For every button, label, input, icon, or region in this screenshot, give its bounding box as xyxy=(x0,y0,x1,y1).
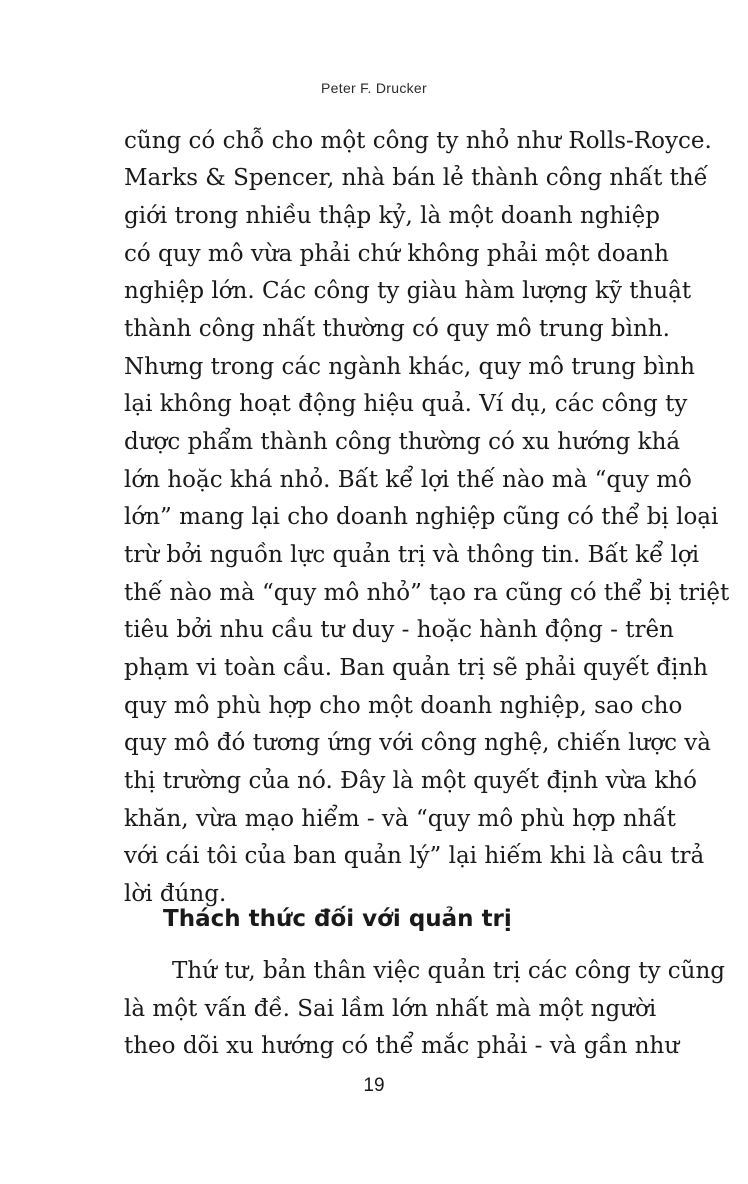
section-heading: Thách thức đối với quản trị xyxy=(163,906,512,932)
paragraph-line: dược phẩm thành công thường có xu hướng khá xyxy=(124,429,681,455)
paragraph-line: có quy mô vừa phải chứ không phải một doanh xyxy=(124,241,669,267)
paragraph-line: khăn, vừa mạo hiểm - và “quy mô phù hợp nhất xyxy=(124,806,676,832)
paragraph-line: quy mô phù hợp cho một doanh nghiệp, sao cho xyxy=(124,693,683,719)
paragraph-line: với cái tôi của ban quản lý” lại hiếm khi là câu trả xyxy=(124,843,705,869)
paragraph-line: lớn” mang lại cho doanh nghiệp cũng có thể bị loại xyxy=(124,504,719,530)
paragraph-line: là một vấn đề. Sai lầm lớn nhất mà một người xyxy=(124,996,657,1022)
paragraph-line: giới trong nhiều thập kỷ, là một doanh nghiệp xyxy=(124,203,660,229)
paragraph-line: quy mô đó tương ứng với công nghệ, chiến lược và xyxy=(124,730,712,756)
paragraph-line: thế nào mà “quy mô nhỏ” tạo ra cũng có thể bị triệt xyxy=(124,580,730,606)
page-number: 19 xyxy=(363,1075,385,1096)
paragraph-line: Marks & Spencer, nhà bán lẻ thành công nhất thế xyxy=(124,165,708,191)
paragraph-line: lại không hoạt động hiệu quả. Ví dụ, các công ty xyxy=(124,391,688,417)
paragraph-line: thành công nhất thường có quy mô trung bình. xyxy=(124,316,670,342)
paragraph-line: trừ bởi nguồn lực quản trị và thông tin. Bất kể lợi xyxy=(124,542,700,568)
paragraph-line: tiêu bởi nhu cầu tư duy - hoặc hành động - trên xyxy=(124,617,674,643)
paragraph-line: lớn hoặc khá nhỏ. Bất kể lợi thế nào mà “quy mô xyxy=(124,467,692,493)
paragraph-line: nghiệp lớn. Các công ty giàu hàm lượng kỹ thuật xyxy=(124,278,692,304)
paragraph-line: theo dõi xu hướng có thể mắc phải - và gần như xyxy=(124,1033,680,1059)
paragraph-line: thị trường của nó. Đây là một quyết định vừa khó xyxy=(124,768,697,794)
paragraph-line: phạm vi toàn cầu. Ban quản trị sẽ phải quyết định xyxy=(124,655,708,681)
paragraph-line: Thứ tư, bản thân việc quản trị các công ty cũng xyxy=(172,958,725,984)
paragraph-line: lời đúng. xyxy=(124,881,227,907)
paragraph-line: cũng có chỗ cho một công ty nhỏ như Rolls-Royce. xyxy=(124,128,712,154)
running-header-author: Peter F. Drucker xyxy=(321,80,427,96)
paragraph-line: Nhưng trong các ngành khác, quy mô trung bình xyxy=(124,354,695,380)
